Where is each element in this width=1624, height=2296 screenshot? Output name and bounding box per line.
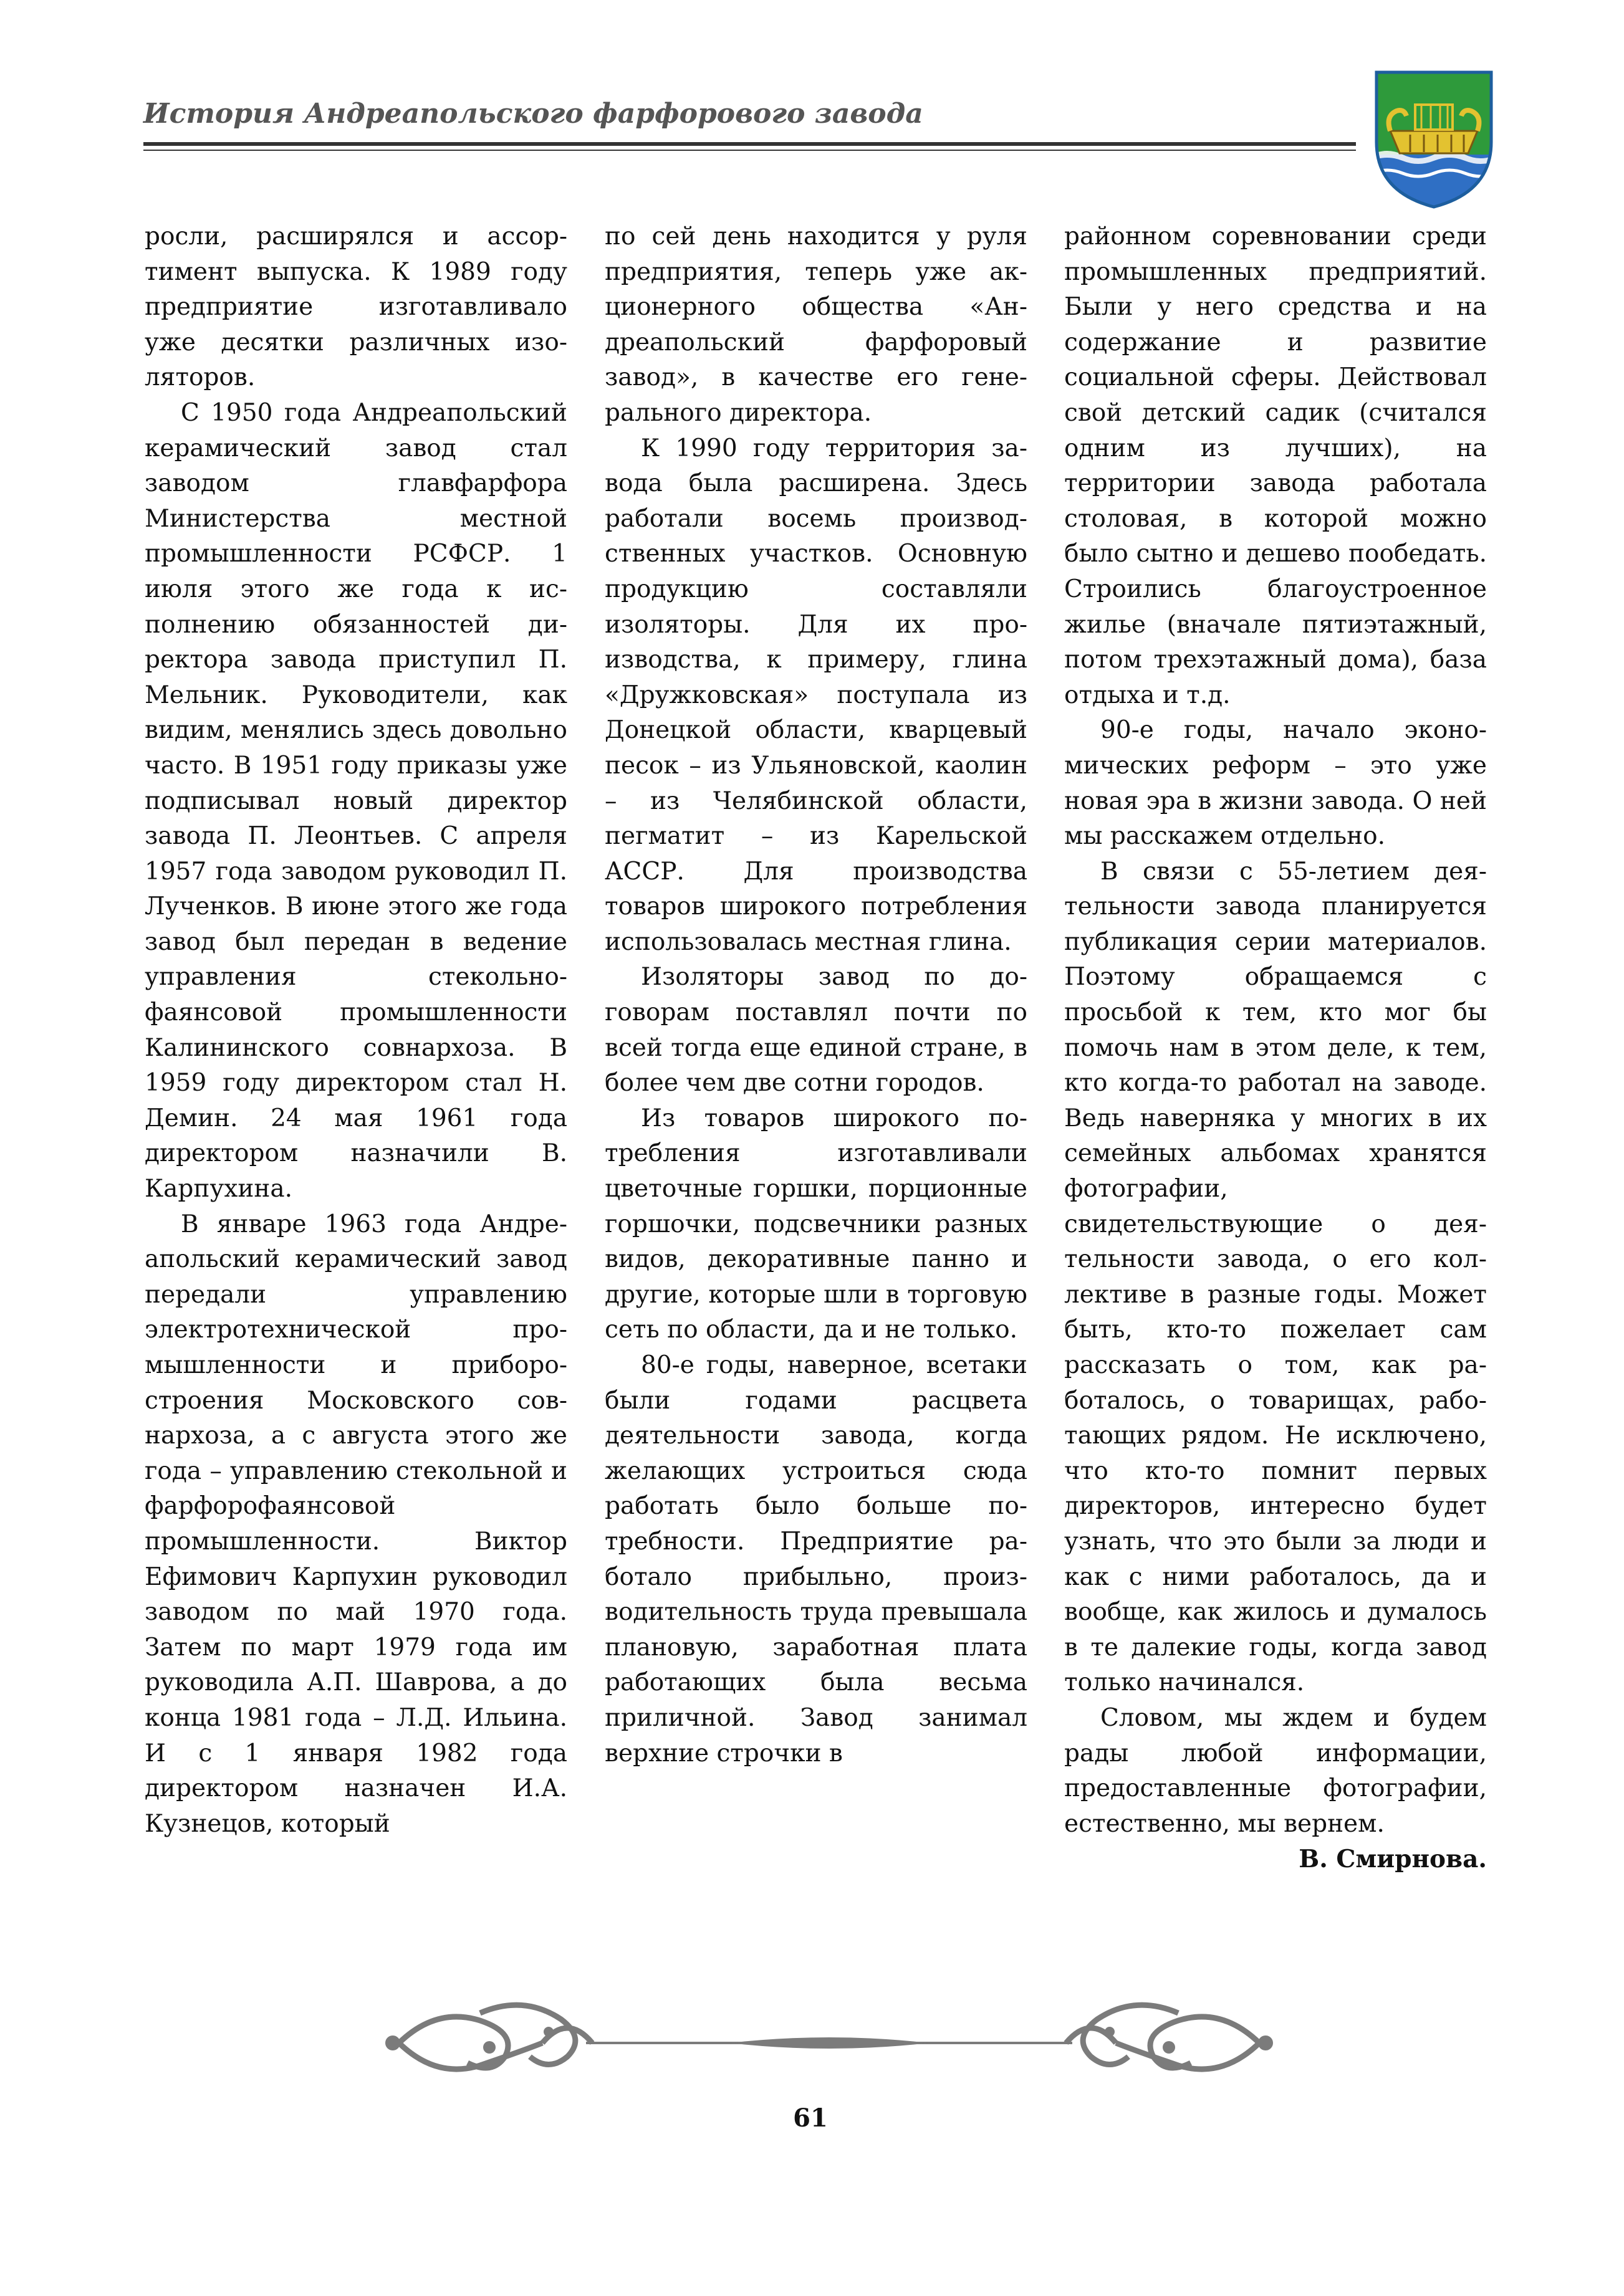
paragraph: Изоляторы завод по договорам поставлял почти по всей тогда еще единой стране, в более чем две сотни городов. [605, 963, 1027, 1098]
paragraph: Словом, мы ждем и будем рады любой информации, предоставленные фотографии, естественно, мы вернем. [1064, 1703, 1487, 1838]
paragraph: по сей день находится у руля предприятия, теперь уже акционерного общества «Андреапольский фарфоровый завод», в качестве его генерального директора. [605, 222, 1027, 427]
paragraph: районном соревновании среди промышленных предприятий. Были у него средства и на содержание и развитие социальной сферы. Действовал свой детский садик (считался одним из лучших), на территории завода работала столовая, в которой можно было сытно и дешево пообедать. Строились благоустроенное жилье (вначале пятиэтажный, потом трехэтажный дома), база отдыха и т.д. [1064, 222, 1487, 709]
author-signature: В. Смирнова. [1299, 1845, 1487, 1874]
running-header-title: История Андреапольского фарфорового завода [143, 98, 923, 130]
paragraph: В январе 1963 года Андреапольский керамический завод передали управлению электротехнической промышленности и приборостроения Московского совнархоза, а с августа этого же года – управлению стекольной и фарфорофаянсовой промышленности. Виктор Ефимович Карпухин руководил заводом по май 1970 года. Затем по март 1979 года им руководила А.П. Шаврова, а до конца 1981 года – Л.Д. Ильина. И с 1 января 1982 года директором назначен И.А. Кузнецов, который [145, 1210, 567, 1838]
page-number: 61 [793, 2103, 828, 2133]
article-column-1 [145, 219, 567, 1842]
article-body [145, 219, 1485, 1915]
header-rule-thick [143, 142, 1356, 146]
coat-of-arms-icon [1372, 67, 1496, 211]
paragraph: С 1950 года Андреапольский керамический завод стал заводом главфарфора Министерства местной промышленности РСФСР. 1 июля этого же года к исполнению обязанностей директора завода приступил П. Мельник. Руководители, как видим, менялись здесь довольно часто. В 1951 году приказы уже подписывал новый директор завода П. Леонтьев. С апреля 1957 года заводом руководил П. Лученков. В июне этого же года завод был передан в ведение управления стекольно-фаянсовой промышленности Калининского совнархоза. В 1959 году директором стал Н. Демин. 24 мая 1961 года директором назначили В. Карпухина. [145, 398, 567, 1203]
paragraph: В связи с 55-летием деятельности завода планируется публикация серии материалов. Поэтому обращаемся с просьбой к тем, кто мог бы помочь нам в этом деле, к тем, кто когда-то работал на заводе. Ведь наверняка у многих в их семейных альбомах хранятся фотографии, свидетельствующие о деятельности завода, о его коллективе в разные годы. Может быть, кто-то пожелает сам рассказать о том, как работалось, о товарищах, работающих рядом. Не исключено, что кто-то помнит первых директоров, интересно будет узнать, что это были за люди и как с ними работалось, да и вообще, как жилось и думалось в те далекие годы, когда завод только начинался. [1064, 857, 1487, 1697]
article-column-3 [1064, 219, 1487, 1877]
paragraph: Из товаров широкого потребления изготавливали цветочные горшки, порционные горшочки, подсвечники разных видов, декоративные панно и другие, которые шли в торговую сеть по области, да и не только. [605, 1104, 1027, 1344]
paragraph: К 1990 году территория завода была расширена. Здесь работали восемь производственных участков. Основную продукцию составляли изоляторы. Для их производства, к примеру, глина «Дружковская» поступала из Донецкой области, кварцевый песок – из Ульяновской, каолин – из Челябинской области, пегматит – из Карельской АССР. Для производства товаров широкого потребления использовалась местная глина. [605, 434, 1027, 956]
article-column-2 [605, 219, 1027, 1771]
paragraph: росли, расширялся и ассортимент выпуска. К 1989 году предприятие изготавливало уже десятки различных изоляторов. [145, 222, 567, 392]
paragraph: 90-е годы, начало экономических реформ – это уже новая эра в жизни завода. О ней мы расскажем отдельно. [1064, 716, 1487, 851]
header-rule-thin [143, 150, 1356, 151]
paragraph: 80-е годы, наверное, всетаки были годами расцвета деятельности завода, когда желающих устроиться сюда работать было больше потребности. Предприятие работало прибыльно, производительность труда превышала плановую, заработная плата работающих была весьма приличной. Завод занимал верхние строчки в [605, 1351, 1027, 1767]
decorative-divider-icon [380, 1988, 1278, 2097]
